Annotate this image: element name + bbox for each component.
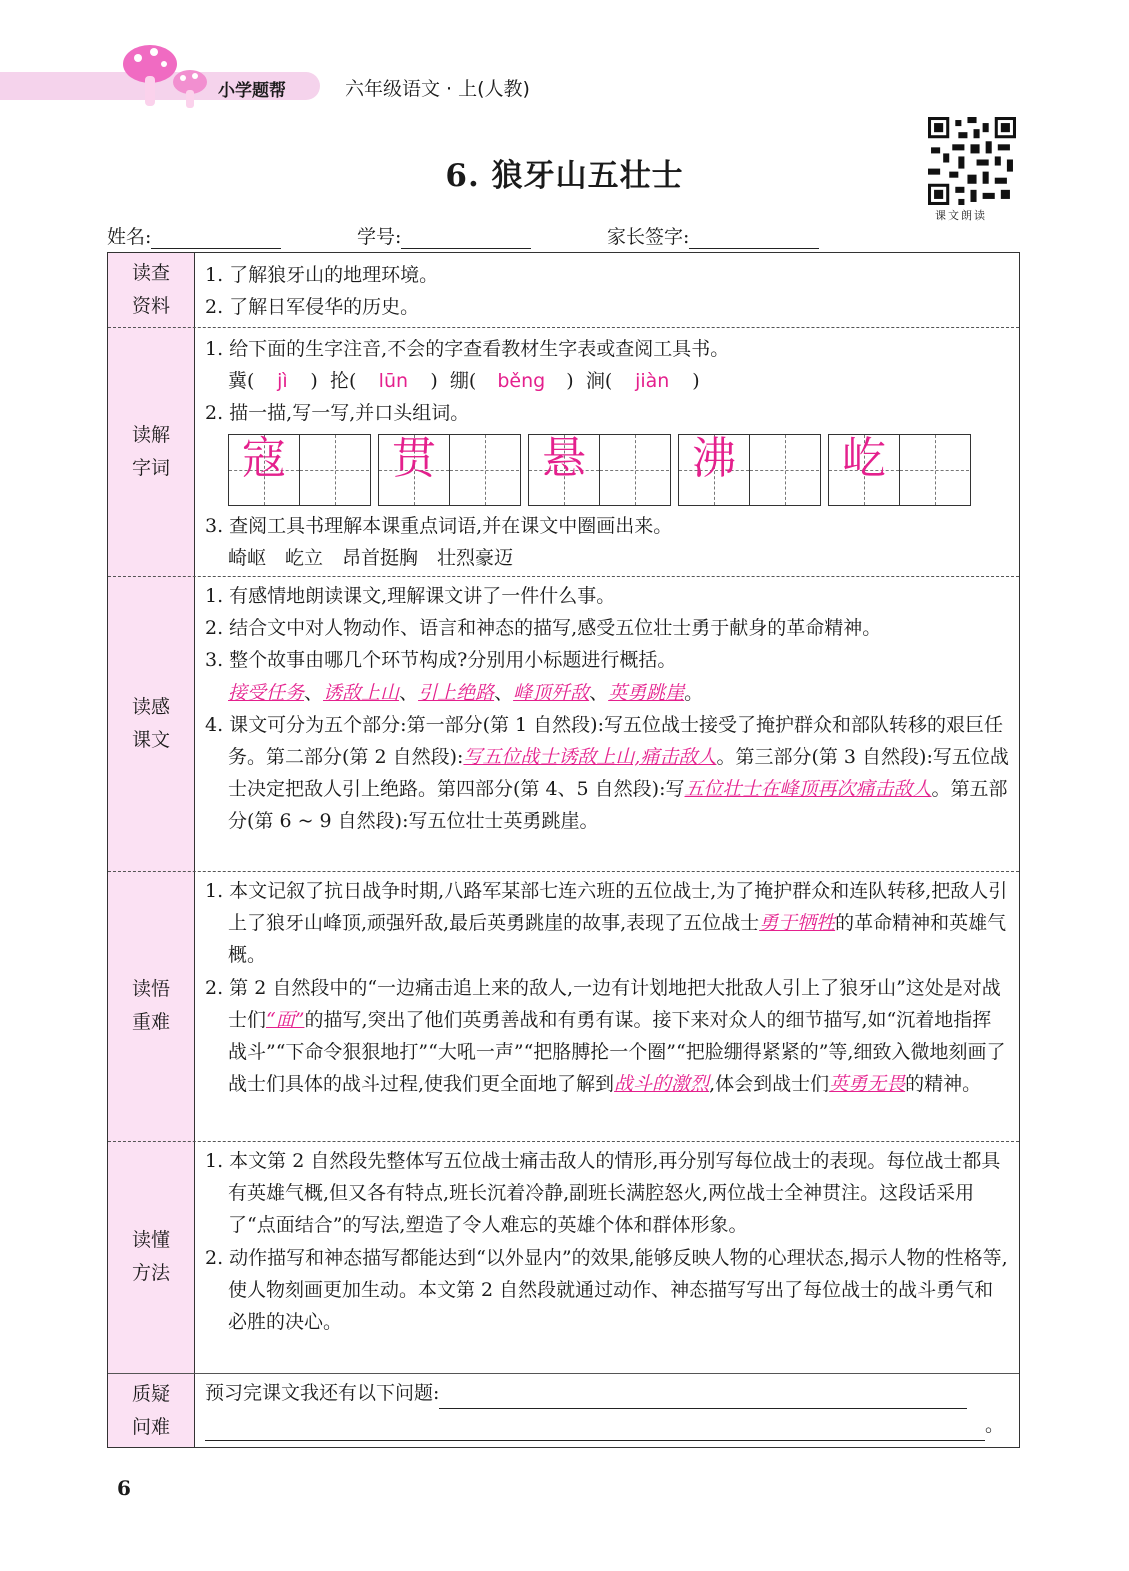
trace-box[interactable]: 悬 [528, 434, 671, 506]
pinyin-row: 冀( jì ) 抡( lūn ) 绷( běng ) 涧( jiàn ) [228, 370, 700, 393]
section-vocabulary: 读解 字词 1. 给下面的生字注音,不会的字查看教材生字表或查阅工具书。 冀( jì ) 抡( lūn ) 绷( běng ) 涧( jiàn ) 2. 描一描,写一写,并口头组词。 寇 贯 悬 沸 屹 3. 查阅工具书理解本课重点词语,并在课文中圈画出来。 崎岖 屹立 昂首挺胸 壮烈豪迈 [108, 327, 1019, 576]
question-line-2[interactable]: 。 [205, 1409, 1009, 1441]
answer-subtitles: 接受任务、诱敌上山、引上绝路、峰顶歼敌、英勇跳崖。 [228, 681, 704, 704]
section-reference: 读查 资料 1. 了解狼牙山的地理环境。 2. 了解日军侵华的历史。 [108, 253, 1019, 327]
preview-table [107, 252, 1020, 1448]
trace-box[interactable]: 贯 [378, 434, 521, 506]
list-item: 2. 了解日军侵华的历史。 [205, 296, 420, 319]
question-line-1[interactable]: 预习完课文我还有以下问题: [205, 1377, 1009, 1409]
qr-code-icon[interactable] [928, 117, 1016, 205]
page-title: 6. 狼牙山五壮士 [445, 158, 684, 194]
section-key-points: 读悟 重难 1. 本文记叙了抗日战争时期,八路军某部七连六班的五位战士,为了掩护群众和连队转移,把敌人引上了狼牙山峰顶,顽强歼敌,最后英勇跳崖的故事,表现了五位战士勇于牺牲的革命精神和英雄气概。 2. 第 2 自然段中的“一边痛击追上来的敌人,一边有计划地把大批敌人引上了狼牙山”这处是对战士们“面”的描写,突出了他们英勇善战和有勇有谋。接下来对众人的细节描写,如“沉着地指挥战斗”“下命令狠狠地打”“大吼一声”“把胳膊抡一个圈”“把脸绷得紧紧的”等,细致入微地刻画了战士们具体的战斗过程,使我们更全面地了解到战斗的激烈,体会到战士们英勇无畏的精神。 [131, 880, 1008, 1096]
student-id-field[interactable]: 学号: [357, 222, 531, 249]
name-field[interactable]: 姓名: [107, 222, 281, 249]
page-number: 6 [117, 1476, 131, 1500]
qr-caption: 课文朗读 [935, 209, 987, 222]
trace-grid [228, 434, 1009, 506]
section-questions: 质疑 问难 预习完课文我还有以下问题: 。 [108, 1373, 1019, 1449]
section-methods: 读懂 方法 1. 本文第 2 自然段先整体写五位战士痛击敌人的情形,再分别写每位战士的表现。每位战士都具有英雄气概,但又各有特点,班长沉着冷静,副班长满腔怒火,两位战士全神贯注。这段话采用了“点面结合”的写法,塑造了令人难忘的英雄个体和群体形象。 2. 动作描写和神态描写都能达到“以外显内”的效果,能够反映人物的心理状态,揭示人物的性格等,使人物刻画更加生动。本文第 2 自然段就通过动作、神态描写写出了每位战士的战斗勇气和必胜的决心。 [131, 1150, 1008, 1334]
key-words: 崎岖 屹立 昂首挺胸 壮烈豪迈 [228, 546, 514, 569]
parent-signature-field[interactable]: 家长签字: [607, 222, 819, 249]
mushroom-logo-icon [120, 42, 220, 112]
series-name: 小学题帮 [218, 81, 286, 101]
trace-box[interactable]: 屹 [828, 434, 971, 506]
list-item: 1. 了解狼牙山的地理环境。 [205, 264, 439, 286]
section-reading: 读感 课文 1. 有感情地朗读课文,理解课文讲了一件什么事。 2. 结合文中对人物动作、语言和神态的描写,感受五位壮士勇于献身的革命精神。 3. 整个故事由哪几个环节构成?分别用小标题进行概括。 接受任务、诱敌上山、引上绝路、峰顶歼敌、英勇跳崖。 4. 课文可分为五个部分:第一部分(第 1 自然段):写五位战士接受了掩护群众和部队转移的艰巨任务。第二部分(第 2 自然段):写五位战士诱敌上山,痛击敌人。第三部分(第 3 自然段):写五位战士决定把敌人引上绝路。第四部分(第 4、5 自然段):写五位壮士在峰顶再次痛击敌人。第五部分(第 6 ~ 9 自然段):写五位壮士英勇跳崖。 [131, 585, 1009, 833]
trace-box[interactable]: 沸 [678, 434, 821, 506]
grade-label: 六年级语文 · 上(人教) [345, 78, 530, 100]
trace-box[interactable]: 寇 [228, 434, 371, 506]
